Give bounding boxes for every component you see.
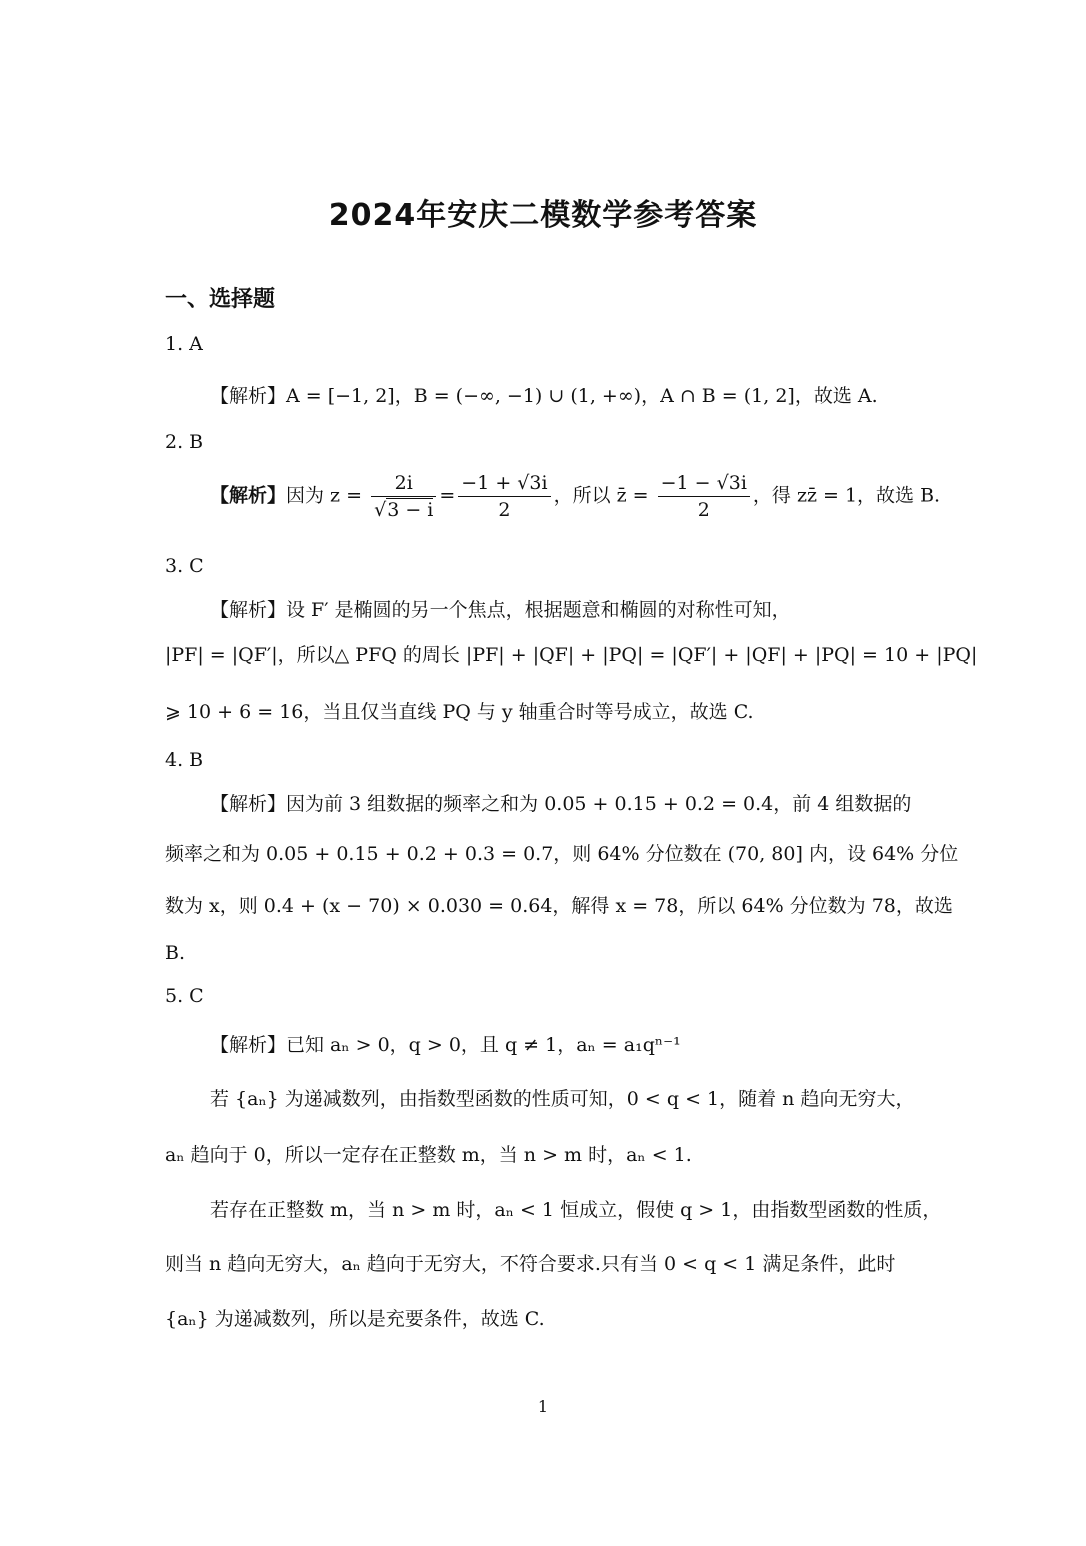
answer-line: 若存在正整数 m，当 n > m 时，aₙ < 1 恒成立，假使 q > 1，由指数型函数的性质，	[210, 1199, 942, 1221]
answer-line: B.	[165, 942, 186, 964]
question-number: 1. A	[165, 333, 203, 355]
fraction	[458, 470, 550, 523]
answer-line: {aₙ} 为递减数列，所以是充要条件，故选 C.	[165, 1308, 545, 1330]
fraction-denominator: 2	[697, 499, 710, 521]
text-segment: ，所以 z̄ =	[553, 484, 649, 507]
page-number: 1	[537, 1397, 549, 1416]
answer-line: 则当 n 趋向无穷大，aₙ 趋向于无穷大，不符合要求.只有当 0 < q < 1 满足条件，此时	[165, 1253, 896, 1275]
question-number: 5. C	[165, 985, 204, 1007]
answer-line: 数为 x，则 0.4 + (x − 70) × 0.030 = 0.64，解得 x = 78，所以 64% 分位数为 78，故选	[165, 895, 953, 917]
text-segment: ，得 zz̄ = 1，故选 B.	[752, 484, 941, 507]
fraction	[658, 470, 750, 523]
fraction	[371, 470, 436, 523]
question-number: 3. C	[165, 555, 204, 577]
question-number: 2. B	[165, 431, 204, 453]
answer-line: 【解析】A = [−1, 2]，B = (−∞, −1) ∪ (1, +∞)，A ∩ B = (1, 2]，故选 A.	[210, 385, 878, 407]
answer-line: ⩾ 10 + 6 = 16，当且仅当直线 PQ 与 y 轴重合时等号成立，故选 C.	[165, 701, 754, 723]
answer-line: 【解析】设 F′ 是椭圆的另一个焦点，根据题意和椭圆的对称性可知，	[210, 599, 791, 621]
fraction-numerator: 2i	[371, 470, 436, 497]
answer-line: 若 {aₙ} 为递减数列，由指数型函数的性质可知，0 < q < 1，随着 n 趋向无穷大，	[210, 1088, 915, 1110]
answer-line: aₙ 趋向于 0，所以一定存在正整数 m，当 n > m 时，aₙ < 1.	[165, 1144, 692, 1166]
page-title: 2024年安庆二模数学参考答案	[328, 198, 758, 233]
analysis-tag: 【解析】	[210, 484, 287, 507]
answer-line-fraction: 【解析】因为 z = $\frac{2i}{√3 - i}$ = $\frac{-1 + √3i}{2}$ ，所以 z̄ = $\frac{-1 - √3i}{2}$ ，得 zz̄ = 1，故选 B.	[210, 472, 941, 521]
fraction-denominator: 2	[498, 499, 511, 521]
answer-line: |PF| = |QF′|，所以△ PFQ 的周长 |PF| + |QF| + |PQ| = |QF′| + |QF| + |PQ| = 10 + |PQ|	[165, 644, 978, 666]
answer-line: 【解析】因为前 3 组数据的频率之和为 0.05 + 0.15 + 0.2 = 0.4，前 4 组数据的	[210, 793, 912, 815]
answer-line: 【解析】已知 aₙ > 0，q > 0，且 q ≠ 1，aₙ = a₁qⁿ⁻¹	[210, 1034, 681, 1056]
fraction-numerator: −1 + √3i	[458, 470, 550, 497]
answer-line: 频率之和为 0.05 + 0.15 + 0.2 + 0.3 = 0.7，则 64% 分位数在 (70, 80] 内，设 64% 分位	[165, 843, 959, 865]
text-segment: 因为 z =	[286, 484, 363, 507]
section-heading: 一、选择题	[165, 287, 276, 312]
fraction-numerator: −1 − √3i	[658, 470, 750, 497]
fraction-denominator: √3 − i	[374, 499, 434, 521]
question-number: 4. B	[165, 749, 204, 771]
